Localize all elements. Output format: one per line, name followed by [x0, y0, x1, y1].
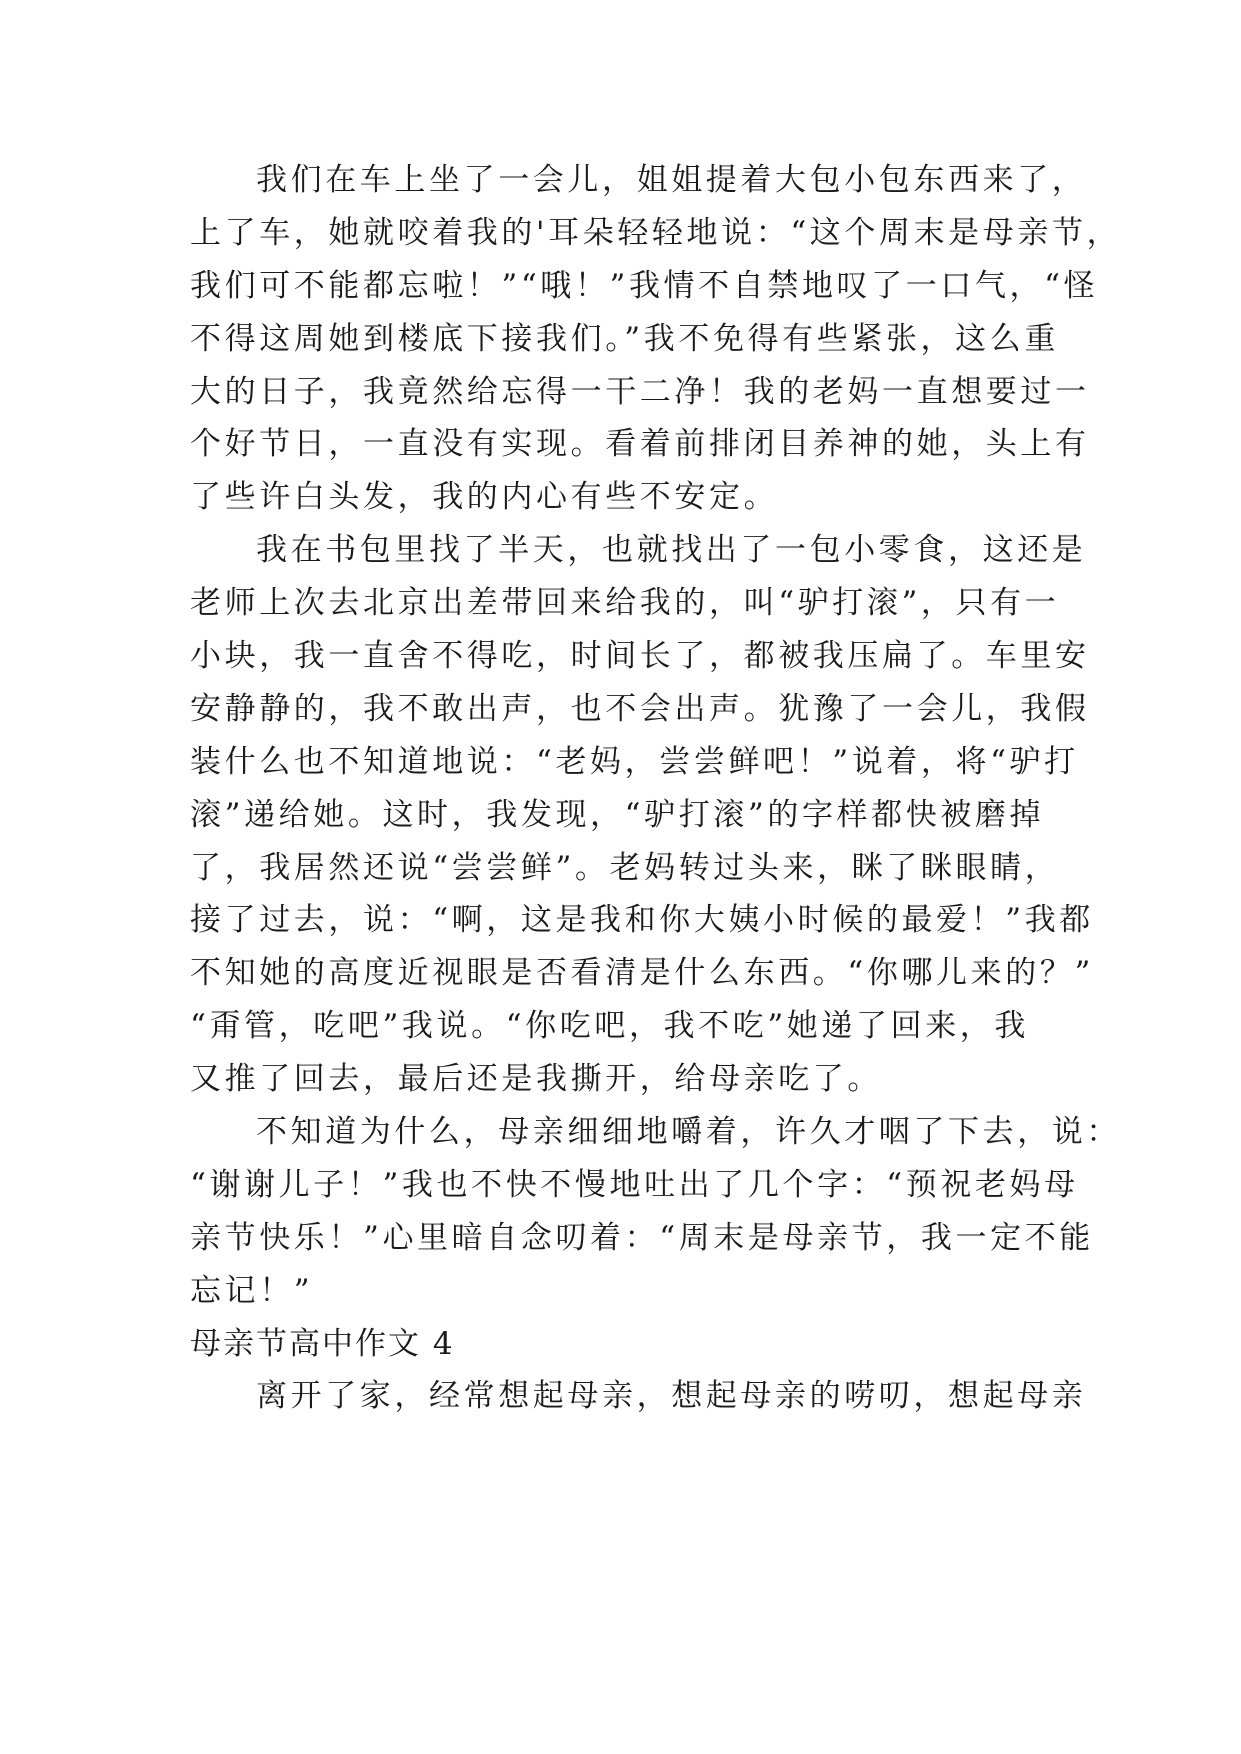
paragraph-line: 了，我居然还说“尝尝鲜”。老妈转过头来，眯了眯眼睛，	[190, 849, 1060, 886]
section-heading: 母亲节高中作文 4	[190, 1325, 455, 1362]
paragraph-line: 我在书包里找了半天，也就找出了一包小零食，这还是	[256, 532, 1087, 569]
paragraph-line: 不知她的高度近视眼是否看清是什么东西。“你哪儿来的？”	[190, 955, 1094, 992]
paragraph-line: 不得这周她到楼底下接我们。”我不免得有些紧张，这么重	[190, 320, 1059, 357]
paragraph-line: 我们在车上坐了一会儿，姐姐提着大包小包东西来了，	[256, 162, 1087, 198]
paragraph-line: 上了车，她就咬着我的'耳朵轻轻地说：“这个周末是母亲节，	[190, 214, 1122, 251]
paragraph-line: 装什么也不知道地说：“老妈，尝尝鲜吧！”说着，将“驴打	[190, 743, 1079, 780]
paragraph-line: 大的日子，我竟然给忘得一干二净！我的老妈一直想要过一	[190, 373, 1090, 410]
paragraph-2	[190, 524, 1094, 1106]
paragraph-4	[190, 1370, 1090, 1423]
paragraph-line: 了些许白头发，我的内心有些不安定。	[190, 479, 779, 516]
paragraph-line: 我们可不能都忘啦！”“哦！”我情不自禁地叹了一口气，“怪	[190, 267, 1099, 304]
paragraph-line: “甭管，吃吧”我说。“你吃吧，我不吃”她递了回来，我	[190, 1008, 1029, 1045]
paragraph-line: 亲节快乐！”心里暗自念叨着：“周末是母亲节，我一定不能	[190, 1219, 1094, 1256]
paragraph-line: 忘记！”	[190, 1272, 314, 1309]
document-body	[190, 154, 1122, 1423]
paragraph-line: 安静静的，我不敢出声，也不会出声。犹豫了一会儿，我假	[190, 690, 1090, 727]
paragraph-line: 不知道为什么，母亲细细地嚼着，许久才咽了下去，说：	[256, 1114, 1121, 1151]
paragraph-line: 滚”递给她。这时，我发现，“驴打滚”的字样都快被磨掉	[190, 796, 1045, 833]
paragraph-line: 又推了回去，最后还是我撕开，给母亲吃了。	[190, 1061, 882, 1098]
paragraph-line: 老师上次去北京出差带回来给我的，叫“驴打滚”，只有一	[190, 585, 1060, 622]
paragraph-line: 离开了家，经常想起母亲，想起母亲的唠叨，想起母亲	[256, 1378, 1087, 1415]
paragraph-line: 个好节日，一直没有实现。看着前排闭目养神的她，头上有	[190, 426, 1090, 463]
paragraph-line: 小块，我一直舍不得吃，时间长了，都被我压扁了。车里安	[190, 638, 1090, 675]
paragraph-line: 接了过去，说：“啊，这是我和你大姨小时候的最爱！”我都	[190, 902, 1094, 939]
paragraph-1	[190, 154, 1122, 524]
paragraph-line: “谢谢儿子！”我也不快不慢地吐出了几个字：“预祝老妈母	[190, 1166, 1079, 1203]
paragraph-3	[190, 1106, 1121, 1318]
